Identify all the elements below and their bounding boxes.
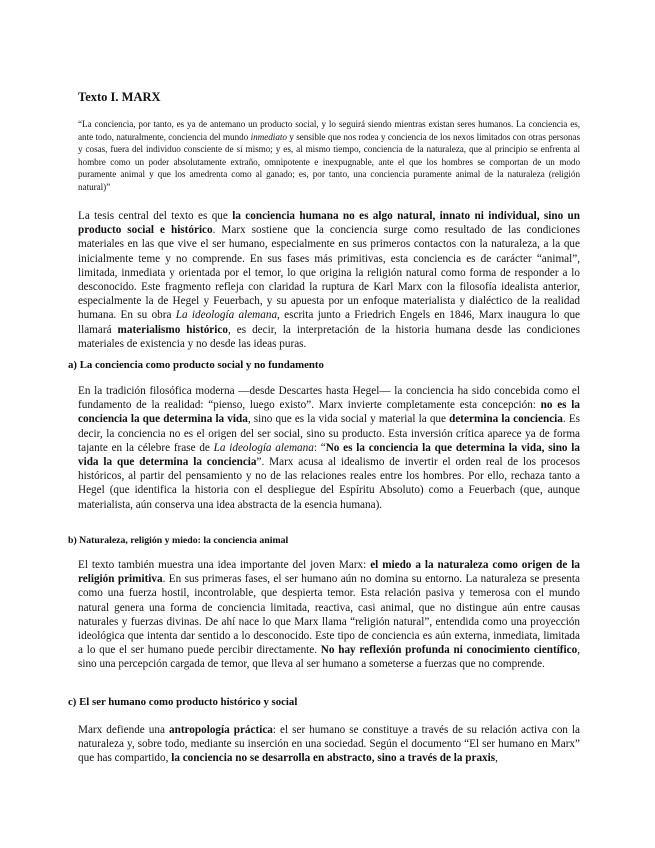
section-b-heading: b) Naturaleza, religión y miedo: la conciencia animal xyxy=(68,535,289,546)
intro-bold: la conciencia humana no es algo natural, innato ni individual, sino un producto social e histórico xyxy=(78,210,580,237)
section-a-italic: La ideología alemana xyxy=(213,441,314,454)
section-b-text: El texto también muestra una idea importante del joven Marx: xyxy=(78,559,371,571)
intro-text: , es decir, la interpretación de la historia humana desde las condiciones materiales de existencia y no desde las ideas puras. xyxy=(78,323,580,350)
section-a-bold: No es la conciencia la que determina la vida, sino la vida la que determina la conciencia xyxy=(78,441,581,469)
section-a-heading: a) La conciencia como producto social y no fundamento xyxy=(68,359,324,371)
intro-paragraph xyxy=(78,209,580,351)
intro-bold: materialismo histórico xyxy=(117,323,228,336)
intro-text: , escrita junto a Friedrich Engels en 1846, Marx inaugura lo que llamará xyxy=(78,309,581,336)
section-a-text: ”. Marx acusa al idealismo de invertir el orden real de los procesos históricos, al partir del pensamiento y no de las relaciones reales entre los hombres. Por ello, rechaza tanto a Hegel (que identifica la historia con el despliegue del Espíritu Absoluto) como a Feuerbach (que, aunque materialista, aún conserva una idea abstracta de la esencia humana). xyxy=(78,456,580,511)
section-a-paragraph xyxy=(78,384,580,512)
section-c-heading: c) El ser humano como producto histórico y social xyxy=(68,696,298,708)
section-c-bold: la conciencia no se desarrolla en abstracto, sino a través de la praxis xyxy=(171,752,496,765)
section-b-text: . En sus primeras fases, el ser humano aún no domina su entorno. La naturaleza se presenta como una fuerza hostil, incontrolable, que despierta temor. Esta relación pasiva y temerosa con el mundo natural genera una forma de conciencia limitada, reactiva, casi animal, que no distingue aún entre causas naturales y fuerzas divinas. De ahí nace lo que Marx llama “religión natural”, entendida como una proyección ideológica que intenta dar sentido a lo desconocido. Este tipo de conciencia es aún externa, inmediata, limitada a lo que el ser humano puede percibir directamente. xyxy=(78,573,580,657)
section-c-paragraph xyxy=(78,723,580,766)
section-b-bold: el miedo a la naturaleza como origen de la religión primitiva xyxy=(78,559,580,586)
section-a-text: , sino que es la vida social y material la que xyxy=(247,413,450,426)
section-a-text: En la tradición filosófica moderna —desde Descartes hasta Hegel— la conciencia ha sido concebida como el fundamento de la realidad: “pienso, luego existo”. Marx invierte completamente esta concepción: xyxy=(78,385,580,412)
section-b-bold: No hay reflexión profunda ni conocimiento científico xyxy=(320,644,578,657)
quote-text: y sensible que nos rodea y conciencia de los nexos limitados con otras personas y cosas, fuera del individuo consciente de sí mismo; y es, al mismo tiempo, conciencia de la naturaleza, que al principio se enfrenta al hombre como un poder absolutamente extraño, omnipotente e inexpugnable, ante el que los hombres se comportan de un modo puramente animal y que los amedrenta como al ganado; es, por tanto, una conciencia puramente animal de la naturaleza (religión natural)” xyxy=(78,131,580,192)
section-a-text: : “ xyxy=(313,441,326,454)
section-b-text: , sino una percepción cargada de temor, que lleva al ser humano a someterse a fuerzas que no comprende. xyxy=(78,644,580,671)
section-a-bold: determina la conciencia xyxy=(449,413,563,426)
section-c-bold: antropología práctica xyxy=(169,724,273,736)
intro-text: La tesis central del texto es que xyxy=(78,210,233,222)
section-a-bold: no es la conciencia la que determina la vida xyxy=(78,399,580,426)
section-a-text: . Es decir, la conciencia no es el origen del ser social, sino su producto. Esta inversión crítica aparece ya de forma tajante en la célebre frase de xyxy=(78,413,581,454)
section-c-text: Marx defiende una xyxy=(78,724,169,736)
quote-italic: inmediato xyxy=(250,131,287,142)
section-c-text: , xyxy=(495,752,498,765)
intro-text: . Marx sostiene que la conciencia surge como resultado de las condiciones materiales en las que vive el ser humano, especialmente en sus primeros contactos con la naturaleza, a la que inicialmente teme y no comprende. En sus fases más primitivas, esta conciencia es de carácter “animal”, limitada, inmediata y orientada por el temor, lo que origina la religión natural como forma de responder a lo desconocido. Este fragmento refleja con claridad la ruptura de Karl Marx con la filosofía idealista anterior, especialmente la de Hegel y Feuerbach, y su apuesta por un enfoque materialista y dialéctico de la realidad humana. En su obra xyxy=(78,224,580,322)
quote-text: “La conciencia, por tanto, es ya de antemano un producto social, y lo seguirá siendo mientras existan seres humanos. La conciencia es, ante todo, naturalmente, conciencia del mundo xyxy=(78,119,580,142)
intro-italic: La ideología alemana xyxy=(175,309,278,322)
marx-quote xyxy=(78,118,580,194)
document-title: Texto I. MARX xyxy=(78,90,161,104)
section-b-paragraph xyxy=(78,558,580,672)
section-c-text: : el ser humano se constituye a través de su relación activa con la naturaleza y, sobre todo, mediante su inserción en una sociedad. Según el documento “El ser humano en Marx” que has compartido, xyxy=(78,724,581,765)
